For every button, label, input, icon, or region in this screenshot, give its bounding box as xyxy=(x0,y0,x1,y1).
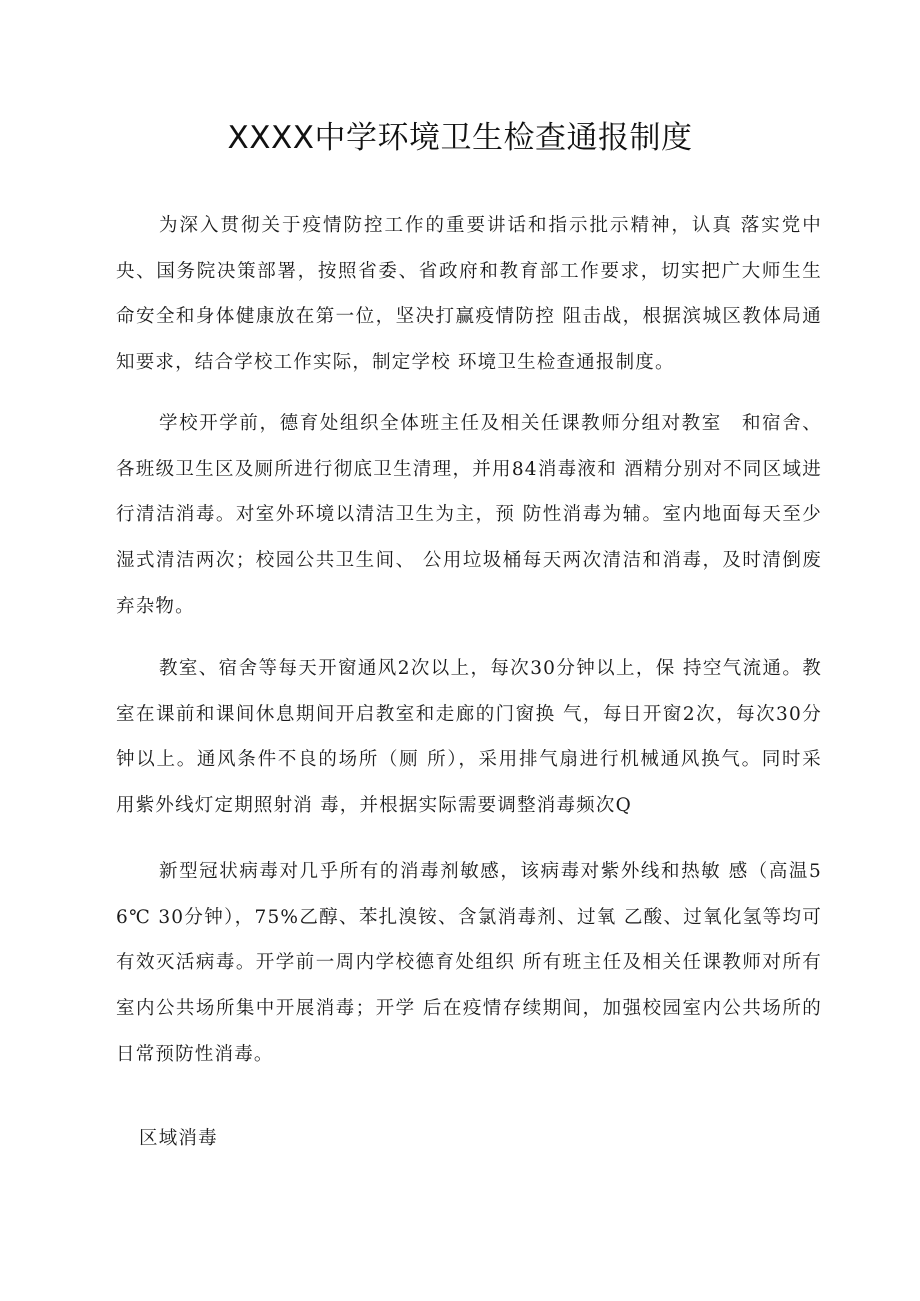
document-title: XXXX中学环境卫生检查通报制度 xyxy=(227,120,693,156)
paragraph-ventilation: 教室、宿舍等每天开窗通风2次以上，每次30分钟以上，保 持空气流通。教室在课前和课间休息期间开启教室和走廊的门窗换 气，每日开窗2次，每次30分钟以上。通风条件不良的场所（厕 所），采用排气扇进行机械通风换气。同时采用紫外线灯定期照射消 毒，并根据实际需要调整消毒频次Q xyxy=(116,658,822,817)
paragraph-cleaning: 学校开学前，德育处组织全体班主任及相关任课教师分组对教室 和宿舍、各班级卫生区及厕所进行彻底卫生清理，并用84消毒液和 酒精分别对不同区域进行清洁消毒。对室外环境以清洁卫生为主，预 防性消毒为辅。室内地面每天至少湿式清洁两次；校园公共卫生间、 公用垃圾桶每天两次清洁和消毒，及时清倒废弃杂物。 xyxy=(116,413,822,617)
paragraph-disinfection: 新型冠状病毒对几乎所有的消毒剂敏感，该病毒对紫外线和热敏 感（高温56℃ 30分钟），75%乙醇、苯扎溴铵、含氯消毒剂、过氧 乙酸、过氧化氢等均可有效灭活病毒。开学前一周内学校德育处组织 所有班主任及相关任课教师对所有室内公共场所集中开展消毒；开学 后在疫情存续期间，加强校园室内公共场所的日常预防性消毒。 xyxy=(116,861,822,1065)
section-heading: 区域消毒 xyxy=(139,1128,218,1149)
paragraph-intro: 为深入贯彻关于疫情防控工作的重要讲话和指示批示精神，认真 落实党中央、国务院决策部署，按照省委、省政府和教育部工作要求，切实把广大师生生命安全和身体健康放在第一位，坚决打赢疫情防控 阻击战，根据滨城区教体局通知要求，结合学校工作实际，制定学校 环境卫生检查通报制度。 xyxy=(116,215,822,374)
